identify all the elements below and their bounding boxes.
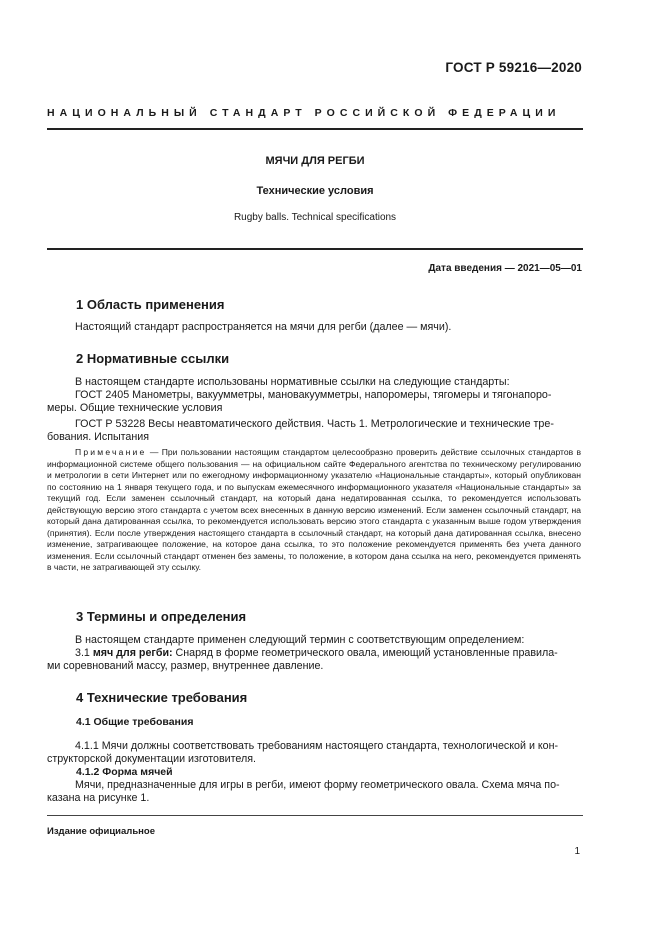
term-number: 3.1 <box>75 647 93 659</box>
introduction-date: Дата введения — 2021—05—01 <box>428 263 582 274</box>
official-edition-label: Издание официальное <box>47 826 155 837</box>
term-name: мяч для регби: <box>92 647 173 659</box>
reference-gost-2405-cont: меры. Общие технические условия <box>47 402 223 414</box>
section-3-intro: В настоящем стандарте применен следующий термин с соответствующим определением: <box>75 634 525 646</box>
section-2-heading: 2 Нормативные ссылки <box>76 351 230 366</box>
national-standard-banner: НАЦИОНАЛЬНЫЙ СТАНДАРТ РОССИЙСКОЙ ФЕДЕРАЦИИ <box>47 107 561 119</box>
english-title: Rugby balls. Technical specifications <box>233 212 397 223</box>
title-rule <box>47 248 583 250</box>
document-subtitle: Технические условия <box>256 185 374 197</box>
section-3-heading: 3 Термины и определения <box>76 609 247 624</box>
note-label: Примечание <box>75 447 147 457</box>
section-2-intro: В настоящем стандарте использованы нормативные ссылки на следующие стандарты: <box>75 376 510 388</box>
gost-number: ГОСТ Р 59216—2020 <box>445 60 582 75</box>
reference-gost-53228-cont: бования. Испытания <box>47 431 150 443</box>
section-1-text: Настоящий стандарт распространяется на мячи для регби (далее — мячи). <box>75 321 452 333</box>
section-2-note <box>47 447 581 574</box>
term-definition-cont: ми соревнований массу, размер, внутреннее давление. <box>47 660 324 672</box>
reference-gost-2405: ГОСТ 2405 Манометры, вакуумметры, мановакуумметры, напоромеры, тягомеры и тягонапоро- <box>75 389 552 401</box>
clause-4-1-1-cont: структорской документации изготовителя. <box>47 753 256 765</box>
note-text: — При пользовании настоящим стандартом целесообразно проверить действие ссылочных стандартов в информационной системе общего пользования — на официальном сайте Федерального агентства по техническому регулированию и метрологии в сети Интернет или по ежегодному информационному указателю «Национальные стандарты», который опубликован по состоянию на 1 января текущего года, и по выпускам ежемесячного информационного указателя «Национальные стандарты» за текущий год. Если заменен ссылочный стандарт, на который дана недатированная ссылка, то рекомендуется использовать действующую версию этого стандарта с учетом всех внесенных в данную версию изменений. Если заменен ссылочный стандарт, на который дана датированная ссылка, то рекомендуется использовать версию этого стандарта с указанным выше годом утверждения (принятия). Если после утверждения настоящего стандарта в ссылочный стандарт, на который дана датированная ссылка, внесено изменение, затрагивающее положение, на которое дана ссылка, то это положение рекомендуется применять без учета данного изменения. Если ссылочный стандарт отменен без замены, то положение, в котором дана ссылка на него, рекомендуется применять в части, не затрагивающей эту ссылку. <box>47 447 581 572</box>
page-number: 1 <box>574 846 580 857</box>
reference-gost-53228: ГОСТ Р 53228 Весы неавтоматического действия. Часть 1. Метрологические и технические тре- <box>75 418 554 430</box>
section-4-heading: 4 Технические требования <box>76 690 248 705</box>
clause-4-1-1: 4.1.1 Мячи должны соответствовать требованиям настоящего стандарта, технологической и кон- <box>75 740 559 752</box>
clause-4-1-2-heading: 4.1.2 Форма мячей <box>76 766 173 778</box>
term-definition <box>75 647 581 660</box>
section-1-heading: 1 Область применения <box>76 297 225 312</box>
clause-4-1-2-cont: казана на рисунке 1. <box>47 792 150 804</box>
clause-4-1-2: Мячи, предназначенные для игры в регби, имеют форму геометрического овала. Схема мяча по- <box>75 779 560 791</box>
term-definition-text: Снаряд в форме геометрического овала, имеющий установленные правила- <box>172 647 558 659</box>
document-title: МЯЧИ ДЛЯ РЕГБИ <box>265 155 365 167</box>
subsection-4-1-heading: 4.1 Общие требования <box>76 716 194 728</box>
header-rule <box>47 128 583 130</box>
footer-rule <box>47 815 583 816</box>
